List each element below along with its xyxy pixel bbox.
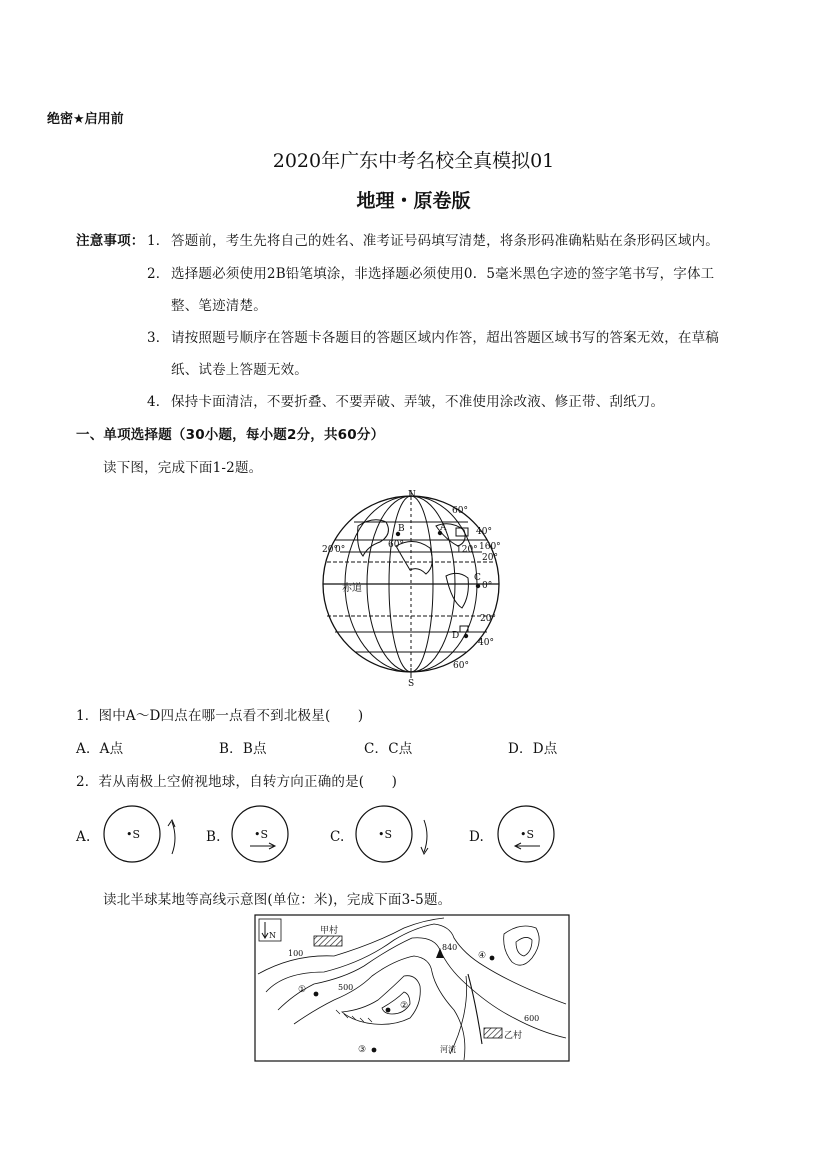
q2-b-pole-label: •S bbox=[254, 828, 269, 841]
contour-label-p4: ④ bbox=[478, 951, 487, 961]
q2-option-d-label[interactable]: D. bbox=[469, 829, 485, 845]
notice-item-1-text: 答题前，考生先将自己的姓名、准考证号码填写清楚，将条形码准确粘贴在条形码区域内。 bbox=[171, 233, 719, 249]
q2-option-a-label[interactable]: A. bbox=[76, 829, 91, 845]
globe-equator-label: 赤道 bbox=[342, 583, 362, 594]
q2-option-b-label[interactable]: B. bbox=[206, 829, 221, 845]
contour-label-500: 500 bbox=[338, 983, 354, 992]
globe-lat-40s: 40° bbox=[478, 638, 494, 648]
page-title: 2020年广东中考名校全真模拟01 bbox=[272, 150, 555, 172]
notice-label: 注意事项： bbox=[76, 233, 145, 249]
globe-lat-0: 0° bbox=[482, 581, 493, 591]
contour-label-600: 600 bbox=[524, 1014, 540, 1023]
q2-option-c-figure[interactable] bbox=[352, 802, 436, 866]
contour-label-p3: ③ bbox=[358, 1045, 367, 1055]
notice-item-3-num: 3． bbox=[147, 330, 170, 346]
notice-item-4-num: 4． bbox=[147, 394, 170, 410]
intro-q3-5: 读北半球某地等高线示意图(单位：米)，完成下面3-5题。 bbox=[103, 892, 452, 908]
globe-label-d: D bbox=[452, 631, 460, 641]
section-heading: 一、单项选择题（30小题，每小题2分，共60分） bbox=[76, 427, 385, 443]
contour-label-p1: ① bbox=[298, 985, 307, 995]
contour-north-label: N bbox=[269, 931, 276, 940]
village-jia-label: 甲村 bbox=[320, 926, 339, 936]
q2-d-pole-label: •S bbox=[520, 828, 535, 841]
contour-label-840: 840 bbox=[442, 943, 458, 952]
q2-stem: 2．若从南极上空俯视地球，自转方向正确的是( ) bbox=[76, 774, 398, 790]
q2-option-a-figure[interactable] bbox=[100, 802, 184, 866]
contour-point-3 bbox=[372, 1048, 377, 1053]
notice-item-4-text: 保持卡面清洁，不要折叠、不要弄破、弄皱，不准使用涂改液、修正带、刮纸刀。 bbox=[171, 394, 665, 410]
q1-option-b[interactable]: B．B点 bbox=[219, 741, 267, 757]
notice-item-2-num: 2． bbox=[147, 266, 170, 282]
globe-lon-20: 20° bbox=[322, 545, 338, 555]
globe-point-c bbox=[476, 584, 480, 588]
globe-lat-60n: 60° bbox=[452, 506, 468, 516]
contour-point-2 bbox=[386, 1008, 391, 1013]
globe-lon-0: 0° bbox=[335, 545, 346, 555]
river-label: 河流 bbox=[440, 1045, 456, 1054]
q2-option-d-figure[interactable] bbox=[494, 802, 564, 866]
notice-item-1-num: 1． bbox=[147, 233, 170, 249]
q2-a-pole-label: •S bbox=[126, 828, 141, 841]
globe-figure bbox=[318, 486, 508, 690]
globe-label-a: A bbox=[440, 523, 447, 533]
globe-lon-160: 160° bbox=[479, 542, 501, 552]
q1-stem: 1．图中A～D四点在哪一点看不到北极星( ) bbox=[76, 708, 364, 724]
globe-lat-20n: 20° bbox=[482, 553, 498, 563]
contour-label-100: 100 bbox=[288, 949, 304, 958]
globe-lat-40n: 40° bbox=[476, 527, 492, 537]
globe-label-n: N bbox=[408, 490, 416, 500]
globe-point-d bbox=[464, 634, 468, 638]
globe-lat-60s: 60° bbox=[453, 661, 469, 671]
village-yi-label: 乙村 bbox=[504, 1031, 523, 1041]
globe-label-b: B bbox=[398, 524, 405, 534]
contour-point-4 bbox=[490, 956, 495, 961]
globe-lon-120: 120° bbox=[456, 545, 478, 555]
q2-option-b-figure[interactable] bbox=[228, 802, 298, 866]
globe-lon-60: 60° bbox=[388, 540, 404, 550]
notice-item-2-text-cont: 整、笔迹清楚。 bbox=[171, 298, 267, 314]
q1-option-c[interactable]: C．C点 bbox=[364, 741, 413, 757]
globe-lat-20s: 20° bbox=[480, 614, 496, 624]
globe-label-c: C bbox=[474, 573, 481, 583]
q2-option-c-label[interactable]: C. bbox=[330, 829, 345, 845]
intro-q1-2: 读下图，完成下面1-2题。 bbox=[103, 460, 263, 476]
globe-label-s: S bbox=[408, 679, 415, 689]
contour-label-p2: ② bbox=[400, 1001, 409, 1011]
contour-point-1 bbox=[314, 992, 319, 997]
contour-map-figure bbox=[254, 914, 570, 1062]
q1-option-a[interactable]: A．A点 bbox=[76, 741, 124, 757]
secret-label: 绝密★启用前 bbox=[47, 112, 124, 127]
page-subtitle: 地理・原卷版 bbox=[356, 190, 471, 212]
notice-item-3-text-cont: 纸、试卷上答题无效。 bbox=[171, 362, 308, 378]
q1-option-d[interactable]: D．D点 bbox=[508, 741, 558, 757]
notice-item-2-text: 选择题必须使用2B铅笔填涂，非选择题必须使用0．5毫米黑色字迹的签字笔书写，字体工 bbox=[171, 266, 715, 282]
q2-c-pole-label: •S bbox=[378, 828, 393, 841]
notice-item-3-text: 请按照题号顺序在答题卡各题目的答题区域内作答，超出答题区域书写的答案无效，在草稿 bbox=[171, 330, 719, 346]
